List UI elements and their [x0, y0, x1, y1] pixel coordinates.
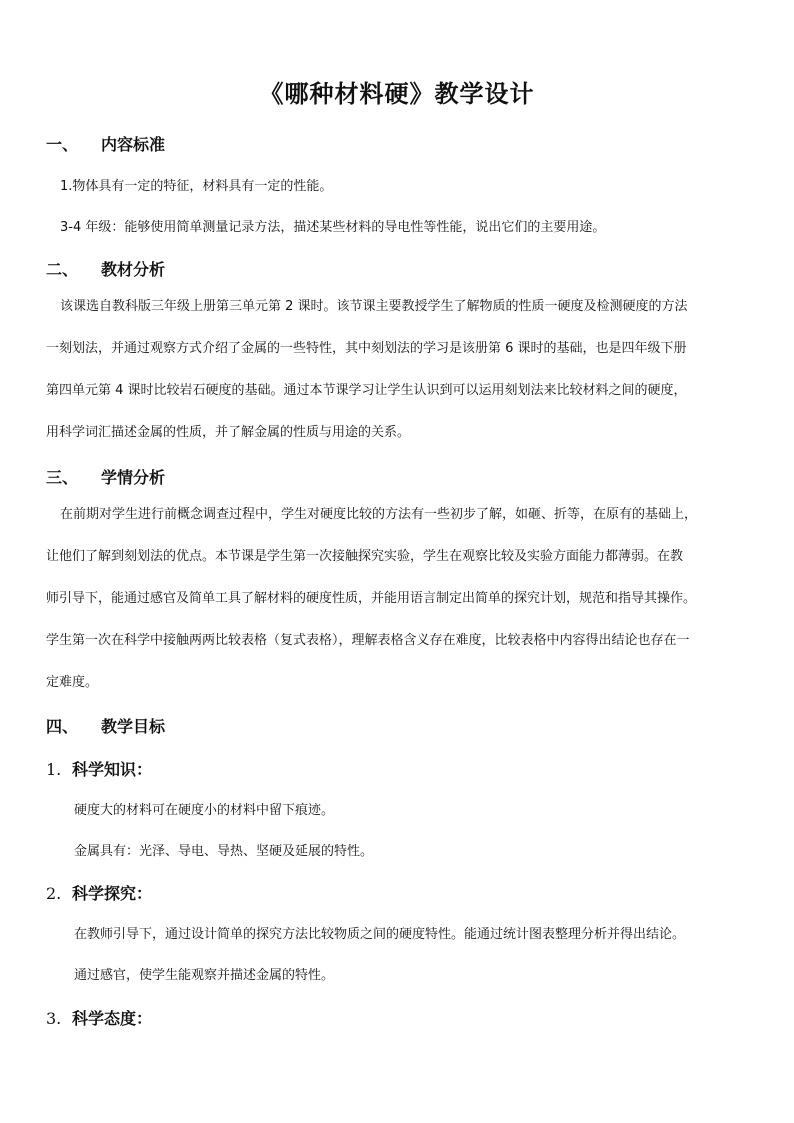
- text-line: 用科学词汇描述金属的性质，并了解金属的性质与用途的关系。: [46, 425, 411, 440]
- section-number: 二、: [46, 260, 79, 279]
- section-title: 内容标准: [101, 135, 166, 154]
- subsection-number: 1.: [46, 760, 62, 779]
- subsection-title: 科学探究：: [72, 884, 153, 903]
- paragraph-textbook-analysis: [46, 296, 746, 464]
- subheading-science-knowledge: [46, 757, 152, 780]
- section-title: 教学目标: [101, 717, 166, 736]
- section-heading-learner-analysis: [46, 465, 165, 488]
- section-heading-content-standard: [46, 132, 165, 155]
- paragraph: 1.物体具有一定的特征，材料具有一定的性能。: [60, 179, 333, 194]
- subsection-title: 科学态度：: [72, 1009, 153, 1028]
- text-line: 让他们了解到刻划法的优点。本节课是学生第一次接触探究实验，学生在观察比较及实验方面能力都薄弱。在教: [46, 549, 684, 564]
- paragraph: 通过感官，使学生能观察并描述金属的特性。: [74, 968, 335, 983]
- section-number: 三、: [46, 468, 79, 487]
- document-title: 《哪种材料硬》教学设计: [259, 80, 535, 108]
- paragraph: 硬度大的材料可在硬度小的材料中留下痕迹。: [74, 803, 335, 818]
- section-title: 学情分析: [101, 468, 166, 487]
- subsection-number: 3.: [46, 1009, 62, 1028]
- section-number: 四、: [46, 717, 79, 736]
- section-heading-teaching-objectives: [46, 714, 165, 737]
- paragraph: 3-4 年级：能够使用简单测量记录方法，描述某些材料的导电性等性能，说出它们的主要用途。: [60, 220, 606, 235]
- section-heading-textbook-analysis: [46, 257, 165, 280]
- subsection-title: 科学知识：: [72, 760, 153, 779]
- text-line: 学生第一次在科学中接触两两比较表格（复式表格），理解表格含义存在难度，比较表格中内容得出结论也存在一: [46, 633, 690, 648]
- paragraph-learner-analysis: [46, 504, 746, 714]
- text-line: 该课选自教科版三年级上册第三单元第 2 课时。该节课主要教授学生了解物质的性质一硬度及检测硬度的方法: [60, 299, 688, 314]
- text-line: 第四单元第 4 课时比较岩石硬度的基础。通过本节课学习让学生认识到可以运用刻划法来比较材料之间的硬度，: [46, 383, 687, 398]
- paragraph: 金属具有：光泽、导电、导热、坚硬及延展的特性。: [74, 844, 374, 859]
- text-line: 在前期对学生进行前概念调查过程中，学生对硬度比较的方法有一些初步了解，如砸、折等，在原有的基础上，: [60, 507, 698, 522]
- text-line: 定难度。: [46, 675, 99, 690]
- section-title: 教材分析: [101, 260, 166, 279]
- text-line: 师引导下，能通过感官及简单工具了解材料的硬度性质，并能用语言制定出简单的探究计划，规范和指导其操作。: [46, 591, 697, 606]
- text-line: 一刻划法，并通过观察方式介绍了金属的一些特性，其中刻划法的学习是该册第 6 课时的基础，也是四年级下册: [46, 341, 687, 356]
- section-number: 一、: [46, 135, 79, 154]
- paragraph: 在教师引导下，通过设计简单的探究方法比较物质之间的硬度特性。能通过统计图表整理分析并得出结论。: [74, 927, 686, 942]
- subheading-science-inquiry: [46, 881, 152, 904]
- subsection-number: 2.: [46, 884, 62, 903]
- subheading-science-attitude: [46, 1006, 152, 1029]
